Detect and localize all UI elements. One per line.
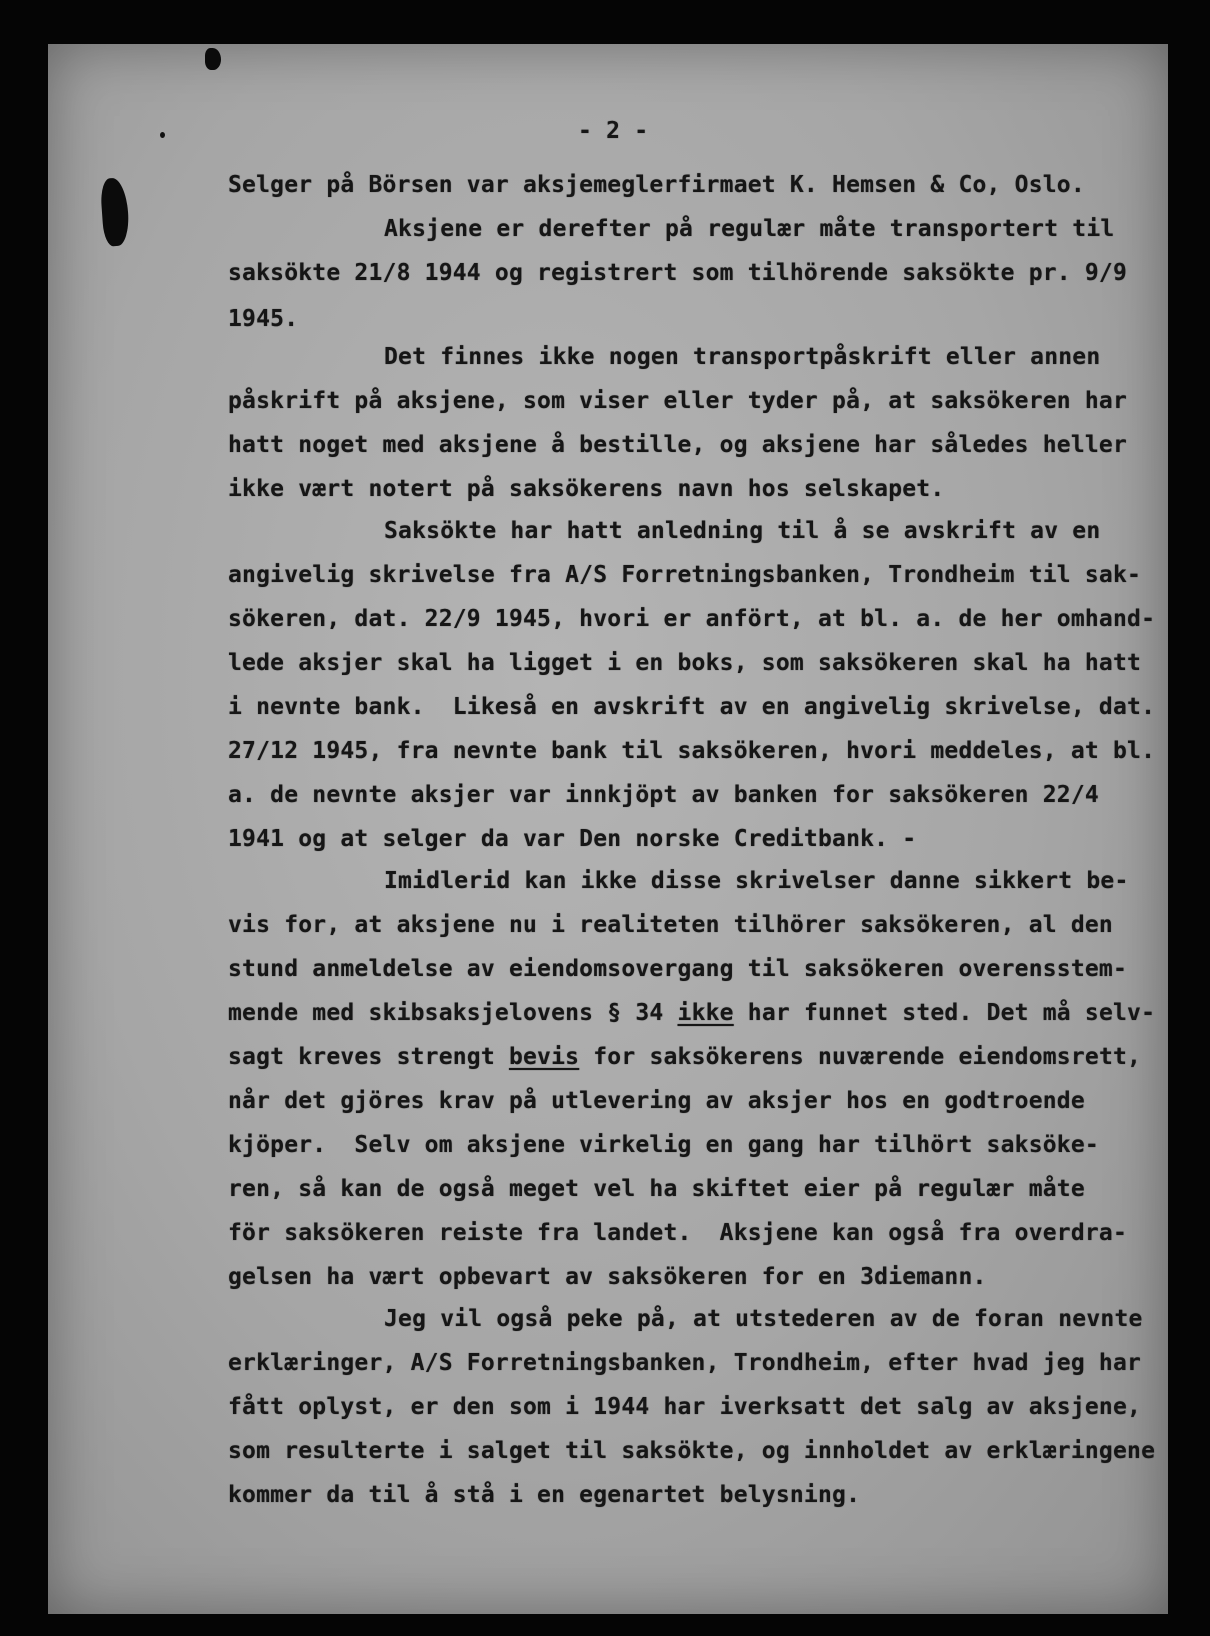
text-line: påskrift på aksjene, som viser eller tyder på, at saksökeren har xyxy=(228,388,1128,414)
underlined-word: ikke xyxy=(677,1000,734,1026)
text-line: sökeren, dat. 22/9 1945, hvori er anfört, at bl. a. de her omhand- xyxy=(228,606,1156,632)
text-line: Imidlerid kan ikke disse skrivelser danne sikkert be- xyxy=(384,868,1129,894)
text-line: a. de nevnte aksjer var innkjöpt av banken for saksökeren 22/4 xyxy=(228,782,1099,808)
text-line: 1945. xyxy=(228,306,299,332)
text-line: lede aksjer skal ha ligget i en boks, som saksökeren skal ha hatt xyxy=(228,650,1142,676)
text-line: angivelig skrivelse fra A/S Forretningsbanken, Trondheim til sak- xyxy=(228,562,1142,588)
text-line: stund anmeldelse av eiendomsovergang til saksökeren overensstem- xyxy=(228,956,1128,982)
text-line: kjöper. Selv om aksjene virkelig en gang har tilhört saksöke- xyxy=(228,1132,1099,1158)
text-line: mende med skibsaksjelovens § 34 ikke har funnet sted. Det må selv- xyxy=(228,1000,1156,1026)
text-line: saksökte 21/8 1944 og registrert som tilhörende saksökte pr. 9/9 xyxy=(228,260,1128,286)
text-line: i nevnte bank. Likeså en avskrift av en angivelig skrivelse, dat. xyxy=(228,694,1156,720)
text-line: hatt noget med aksjene å bestille, og aksjene har således heller xyxy=(228,432,1128,458)
text-line: vis for, at aksjene nu i realiteten tilhörer saksökeren, al den xyxy=(228,912,1113,938)
text-line: ikke vært notert på saksökerens navn hos selskapet. xyxy=(228,476,945,502)
text-line: fått oplyst, er den som i 1944 har iverksatt det salg av aksjene, xyxy=(228,1394,1142,1420)
text-line: Aksjene er derefter på regulær måte transportert til xyxy=(384,216,1115,242)
text-line: Jeg vil også peke på, at utstederen av de foran nevnte xyxy=(384,1306,1143,1332)
text-line: sagt kreves strengt bevis for saksökerens nuværende eiendomsrett, xyxy=(228,1044,1142,1070)
text-line: Det finnes ikke nogen transportpåskrift eller annen xyxy=(384,344,1101,370)
text-line: Saksökte har hatt anledning til å se avskrift av en xyxy=(384,518,1101,544)
text-line: Selger på Börsen var aksjemeglerfirmaet K. Hemsen & Co, Oslo. xyxy=(228,172,1085,198)
text-line: som resulterte i salget til saksökte, og innholdet av erklæringene xyxy=(228,1438,1156,1464)
text-line: för saksökeren reiste fra landet. Aksjene kan også fra overdra- xyxy=(228,1220,1128,1246)
text-line: ren, så kan de også meget vel ha skiftet eier på regulær måte xyxy=(228,1176,1085,1202)
underlined-word: bevis xyxy=(508,1044,580,1070)
text-line: 27/12 1945, fra nevnte bank til saksökeren, hvori meddeles, at bl. xyxy=(228,738,1156,764)
text-line: 1941 og at selger da var Den norske Creditbank. - xyxy=(228,826,917,852)
text-line: når det gjöres krav på utlevering av aksjer hos en godtroende xyxy=(228,1088,1085,1114)
text-line: kommer da til å stå i en egenartet belysning. xyxy=(228,1482,861,1508)
page-number: - 2 - xyxy=(578,118,649,144)
text-line: erklæringer, A/S Forretningsbanken, Trondheim, efter hvad jeg har xyxy=(228,1350,1142,1376)
text-line: gelsen ha vært opbevart av saksökeren for en 3diemann. xyxy=(228,1264,987,1290)
